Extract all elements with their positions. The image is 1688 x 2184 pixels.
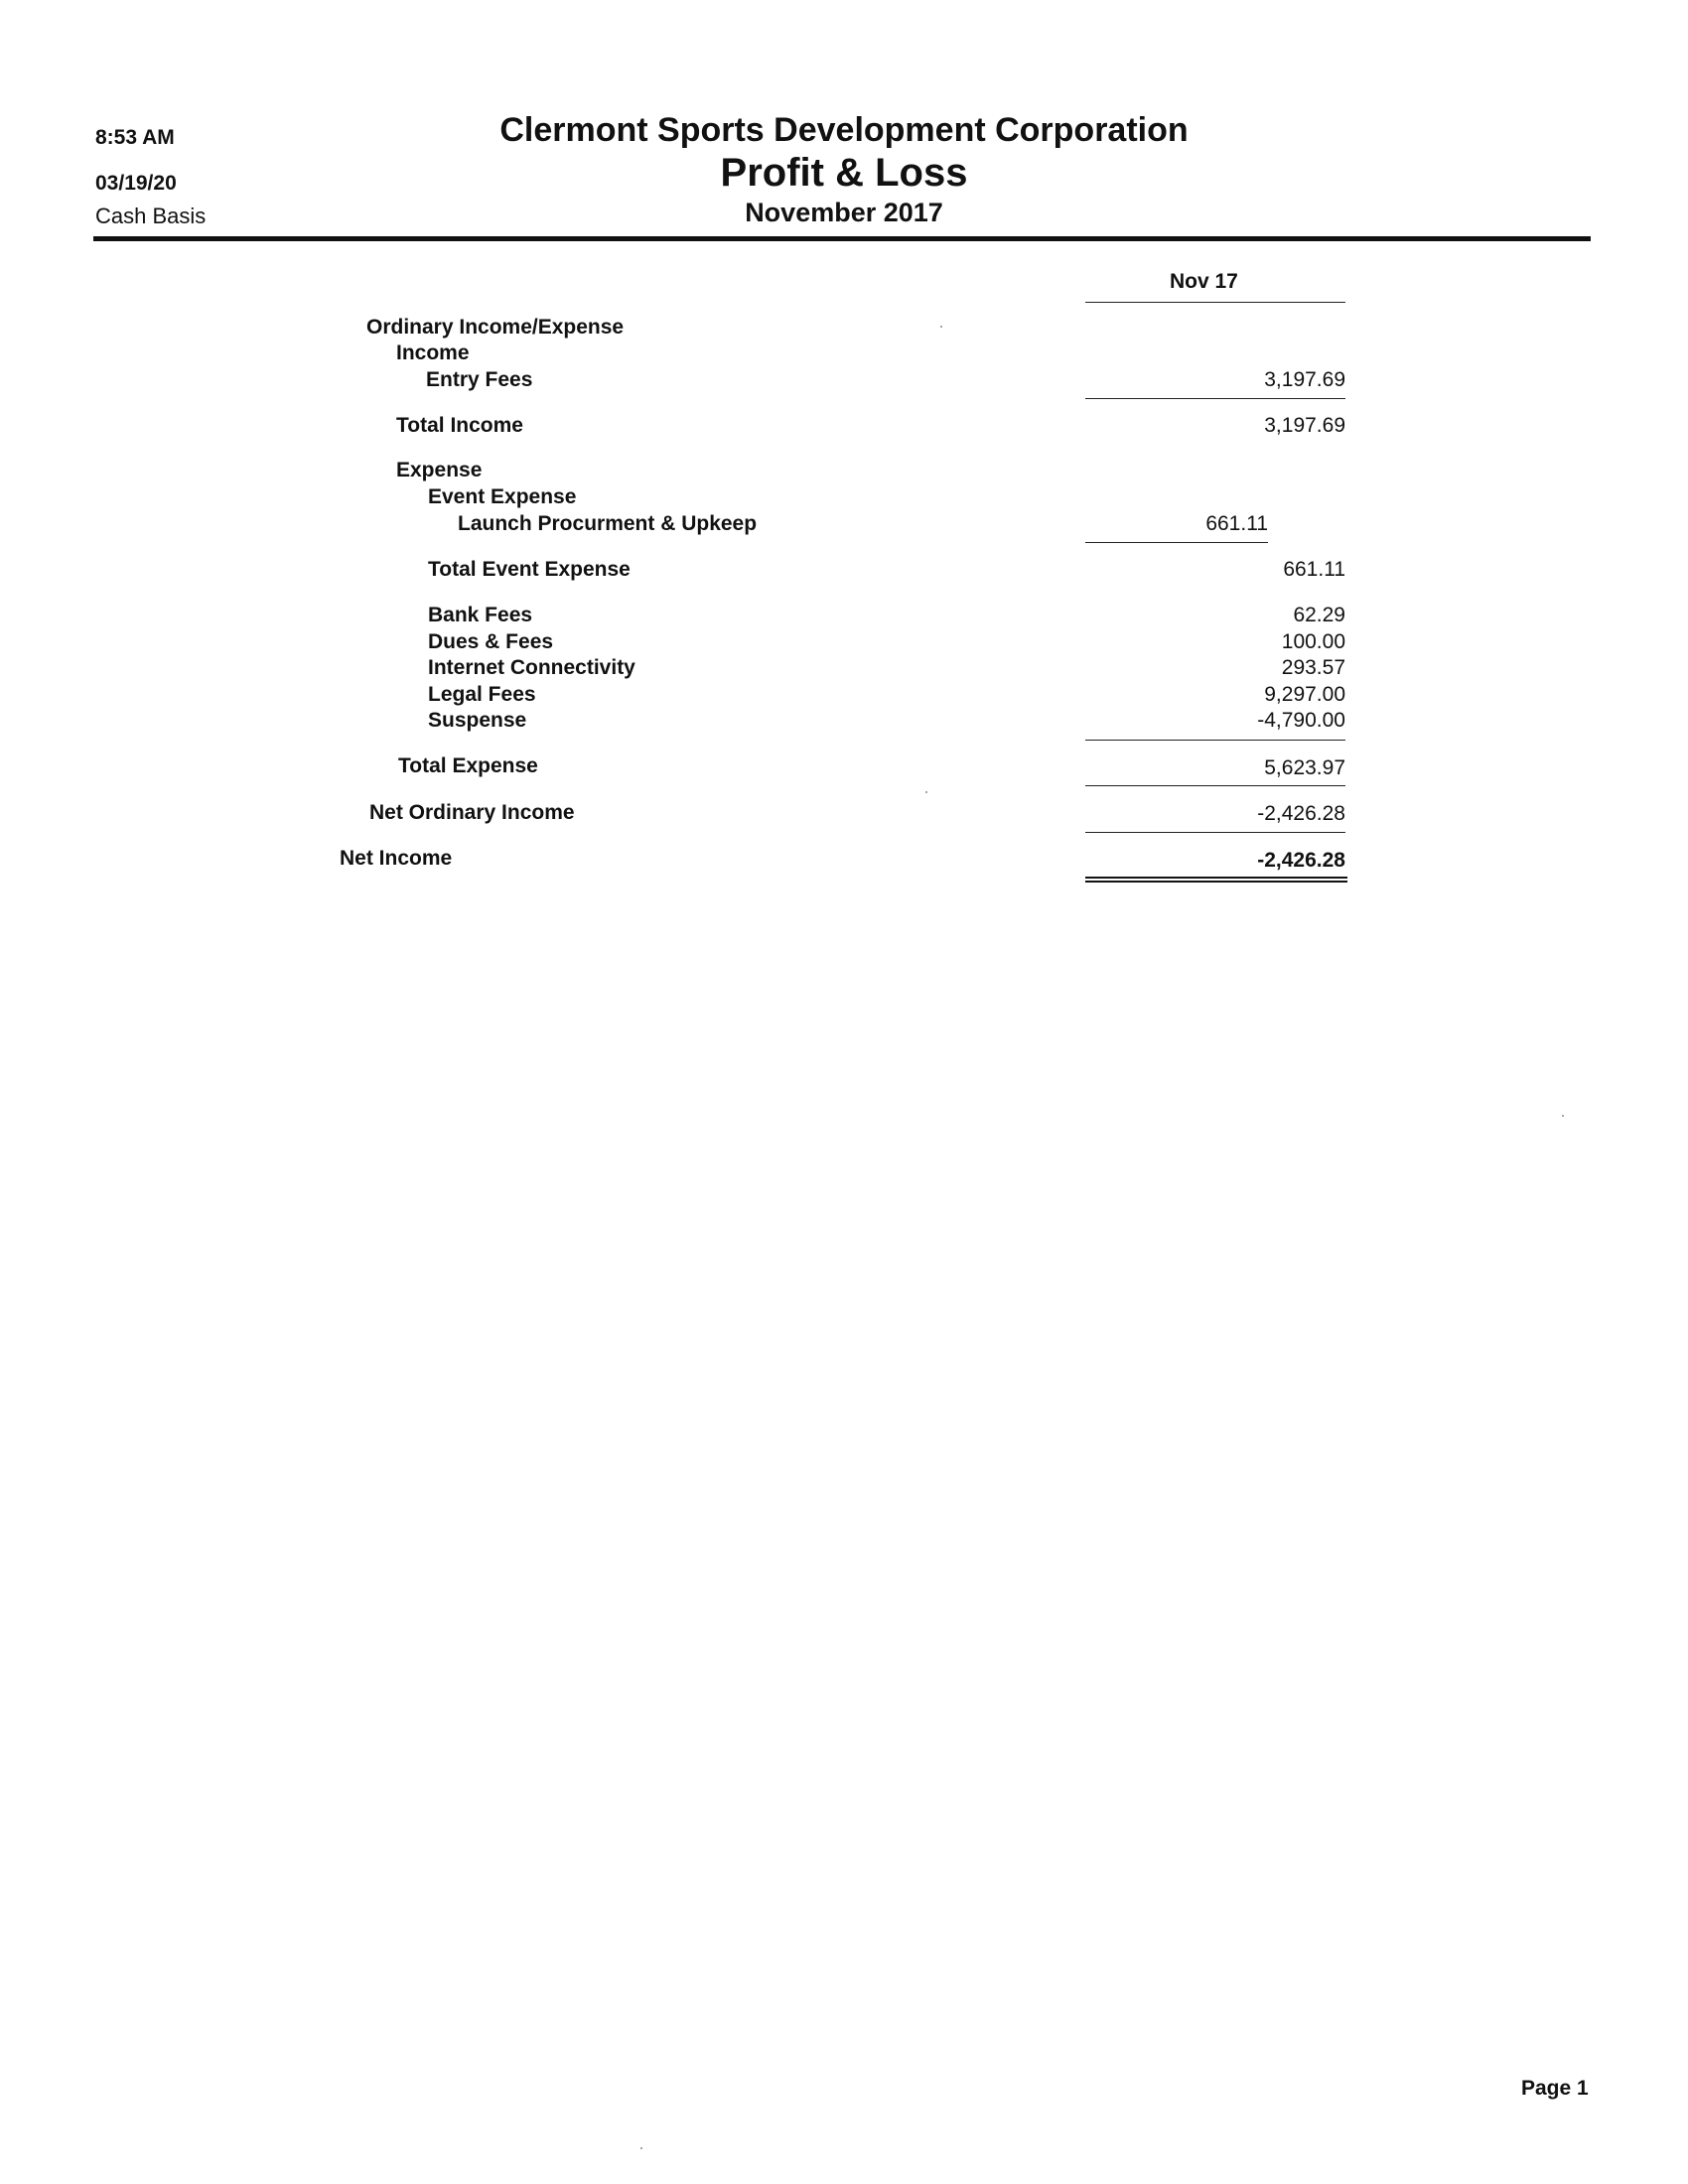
event-expense-label: Event Expense	[428, 485, 577, 508]
bank-fees-label: Bank Fees	[428, 604, 533, 626]
launch-procurement-label: Launch Procurment & Upkeep	[458, 512, 758, 535]
net-ordinary-income-amount: -2,426.28	[1257, 802, 1345, 825]
scan-speck	[925, 791, 927, 793]
dues-fees-amount: 100.00	[1281, 630, 1345, 653]
report-title: Profit & Loss	[720, 151, 968, 195]
page-number: Page 1	[1521, 2077, 1589, 2100]
report-period: November 2017	[745, 198, 943, 227]
scan-speck	[940, 326, 942, 328]
scan-speck	[1562, 1115, 1564, 1117]
total-event-expense-amount: 661.11	[1283, 558, 1345, 581]
launch-procurement-rule	[1085, 542, 1268, 543]
total-income-label: Total Income	[396, 414, 523, 437]
legal-fees-amount: 9,297.00	[1264, 683, 1345, 706]
dues-fees-label: Dues & Fees	[428, 630, 554, 653]
company-name: Clermont Sports Development Corporation	[499, 111, 1189, 149]
net-income-double-rule	[1085, 877, 1347, 883]
income-label: Income	[396, 341, 470, 364]
column-header: Nov 17	[1170, 270, 1238, 293]
entry-fees-label: Entry Fees	[426, 368, 533, 391]
entry-fees-amount: 3,197.69	[1264, 368, 1345, 391]
report-date: 03/19/20	[95, 172, 177, 195]
bank-fees-amount: 62.29	[1293, 604, 1345, 626]
net-income-label: Net Income	[340, 847, 453, 870]
net-ordinary-income-label: Net Ordinary Income	[369, 801, 575, 824]
scan-speck	[640, 2147, 642, 2149]
net-income-amount: -2,426.28	[1257, 849, 1345, 872]
column-header-rule	[1085, 302, 1345, 303]
total-expense-label: Total Expense	[398, 754, 538, 777]
report-basis: Cash Basis	[95, 204, 207, 228]
suspense-amount: -4,790.00	[1257, 709, 1345, 732]
ordinary-income-expense-label: Ordinary Income/Expense	[366, 316, 625, 339]
suspense-rule	[1085, 740, 1345, 741]
total-expense-amount: 5,623.97	[1264, 756, 1345, 779]
total-expense-rule	[1085, 785, 1345, 786]
report-time: 8:53 AM	[95, 126, 175, 149]
internet-connectivity-amount: 293.57	[1281, 656, 1345, 679]
internet-connectivity-label: Internet Connectivity	[428, 656, 635, 679]
suspense-label: Suspense	[428, 709, 527, 732]
total-income-amount: 3,197.69	[1264, 414, 1345, 437]
expense-label: Expense	[396, 459, 483, 481]
launch-procurement-amount: 661.11	[1205, 512, 1268, 535]
total-event-expense-label: Total Event Expense	[428, 558, 631, 581]
entry-fees-rule	[1085, 398, 1345, 399]
net-ordinary-income-rule	[1085, 832, 1345, 833]
legal-fees-label: Legal Fees	[428, 683, 536, 706]
header-rule	[93, 236, 1591, 241]
